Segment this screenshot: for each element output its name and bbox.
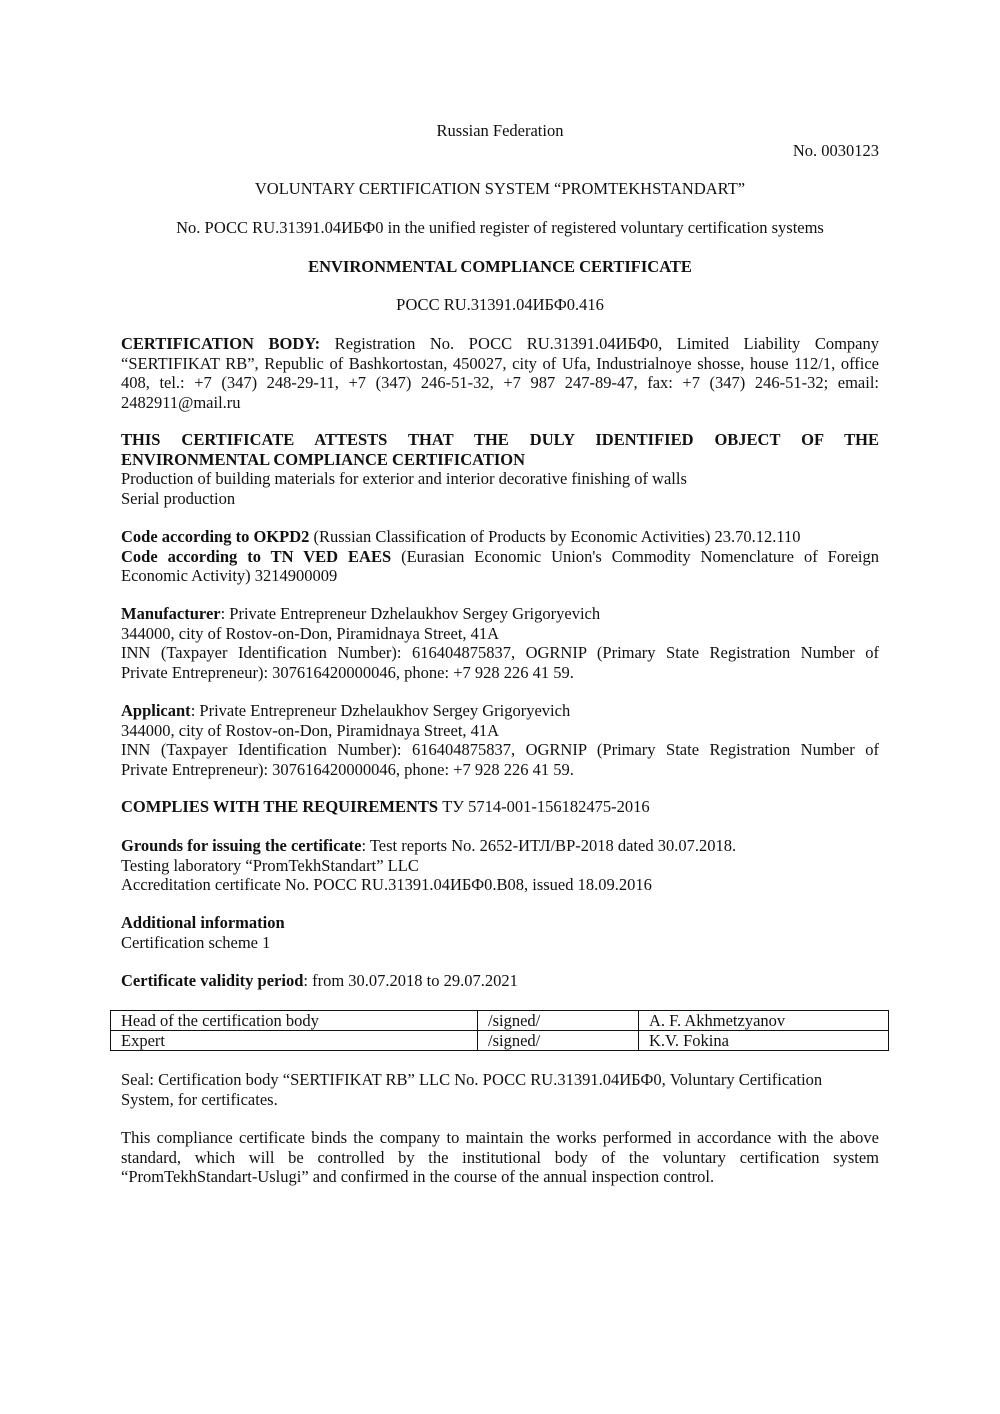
signatory-name: A. F. Akhmetzyanov [639, 1011, 889, 1031]
document-title: ENVIRONMENTAL COMPLIANCE CERTIFICATE [308, 257, 692, 276]
attests-heading-line-2: ENVIRONMENTAL COMPLIANCE CERTIFICATION [121, 449, 526, 469]
certification-body-line-3: 408, tel.: +7 (347) 248-29-11, +7 (347) 246-51-32, +7 987 247-89-47, fax: +7 (347) 246-51-32; email: [121, 373, 879, 392]
seal-section [121, 1070, 879, 1109]
attests-section [121, 430, 879, 508]
footer-line-3: “PromTekhStandart-Uslugi” and confirmed in the course of the annual inspection control. [121, 1167, 715, 1186]
signature-role: Expert [111, 1031, 478, 1051]
footer-section [121, 1128, 879, 1187]
applicant-section [121, 701, 879, 779]
register-line: No. РОСС RU.31391.04ИБФ0 in the unified register of registered voluntary certification systems [176, 218, 824, 237]
footer-line-2: standard, which will be controlled by the institutional body of the voluntary certification system [121, 1147, 879, 1167]
table-row [111, 1011, 889, 1031]
tnved-line-1: Code according to TN VED EAES (Eurasian Economic Union's Commodity Nomenclature of Foreign [121, 546, 879, 566]
manufacturer-inn-line-2: Private Entrepreneur): 307616420000046, phone: +7 928 226 41 59. [121, 662, 574, 682]
complies-standard: ТУ 5714-001-156182475-2016 [438, 797, 650, 816]
accreditation-certificate: Accreditation certificate No. РОСС RU.31391.04ИБФ0.В08, issued 18.09.2016 [121, 875, 652, 894]
certification-body-label: CERTIFICATION BODY: [121, 334, 321, 353]
signature-mark: /signed/ [478, 1011, 639, 1031]
applicant-inn-line-1: INN (Taxpayer Identification Number): 616404875837, OGRNIP (Primary State Registration Number of [121, 740, 879, 759]
validity-dates: : from 30.07.2018 to 29.07.2021 [303, 971, 518, 990]
additional-section [121, 913, 879, 952]
certification-body-line-2: “SERTIFIKAT RB”, Republic of Bashkortostan, 450027, city of Ufa, Industrialnoye shosse, house 112/1, office [121, 353, 879, 373]
additional-label: Additional information [121, 913, 285, 932]
okpd2-label: Code according to OKPD2 [121, 527, 310, 546]
tnved-line-2: Economic Activity) 3214900009 [121, 566, 338, 585]
testing-laboratory: Testing laboratory “PromTekhStandart” LLC [121, 855, 419, 875]
okpd2-line: Code according to OKPD2 (Russian Classification of Products by Economic Activities) 23.70.12.110 [121, 527, 801, 546]
footer-line-1: This compliance certificate binds the company to maintain the works performed in accordance with the above [121, 1128, 879, 1147]
signature-mark: /signed/ [478, 1031, 639, 1051]
manufacturer-line: Manufacturer: Private Entrepreneur Dzhelaukhov Sergey Grigoryevich [121, 604, 601, 623]
signature-table [110, 1010, 889, 1051]
grounds-section [121, 836, 879, 895]
applicant-label: Applicant [121, 701, 191, 720]
complies-line [121, 797, 879, 817]
signature-role: Head of the certification body [111, 1011, 478, 1031]
system-name: VOLUNTARY CERTIFICATION SYSTEM “PROMTEKHSTANDART” [254, 179, 746, 198]
validity-label: Certificate validity period [121, 971, 304, 990]
certificate-code: РОСС RU.31391.04ИБФ0.416 [396, 295, 604, 314]
manufacturer-address: 344000, city of Rostov-on-Don, Piramidnaya Street, 41A [121, 623, 500, 643]
complies-label: COMPLIES WITH THE REQUIREMENTS [121, 797, 439, 816]
certification-scheme: Certification scheme 1 [121, 932, 271, 952]
manufacturer-section [121, 604, 879, 682]
manufacturer-label: Manufacturer [121, 604, 221, 623]
certification-body-line-1: CERTIFICATION BODY: Registration No. РОСС RU.31391.04ИБФ0, Limited Liability Company [121, 334, 879, 353]
applicant-inn-line-2: Private Entrepreneur): 307616420000046, phone: +7 928 226 41 59. [121, 759, 574, 779]
object-description: Production of building materials for exterior and interior decorative finishing of walls [121, 469, 687, 488]
seal-line-1: Seal: Certification body “SERTIFIKAT RB” LLC No. РОСС RU.31391.04ИБФ0, Voluntary Certification [121, 1070, 823, 1089]
tnved-label: Code according to TN VED EAES [121, 546, 392, 566]
seal-line-2: System, for certificates. [121, 1089, 278, 1109]
signatory-name: K.V. Fokina [639, 1031, 889, 1051]
table-row [111, 1031, 889, 1051]
applicant-line: Applicant: Private Entrepreneur Dzhelaukhov Sergey Grigoryevich [121, 701, 571, 720]
validity-line [121, 971, 879, 991]
manufacturer-inn-line-1: INN (Taxpayer Identification Number): 616404875837, OGRNIP (Primary State Registration Number of [121, 643, 879, 662]
codes-section [121, 527, 879, 586]
attests-heading-line-1: THIS CERTIFICATE ATTESTS THAT THE DULY IDENTIFIED OBJECT OF THE [121, 430, 879, 449]
grounds-label: Grounds for issuing the certificate [121, 836, 362, 855]
applicant-address: 344000, city of Rostov-on-Don, Piramidnaya Street, 41A [121, 720, 500, 740]
certification-body-section [121, 334, 879, 412]
country-line: Russian Federation [436, 121, 564, 140]
certificate-number: No. 0030123 [792, 141, 879, 160]
grounds-line: Grounds for issuing the certificate: Test reports No. 2652-ИТЛ/ВР-2018 dated 30.07.2018. [121, 836, 737, 855]
production-type: Serial production [121, 488, 236, 508]
certification-body-line-4: 2482911@mail.ru [121, 392, 241, 412]
